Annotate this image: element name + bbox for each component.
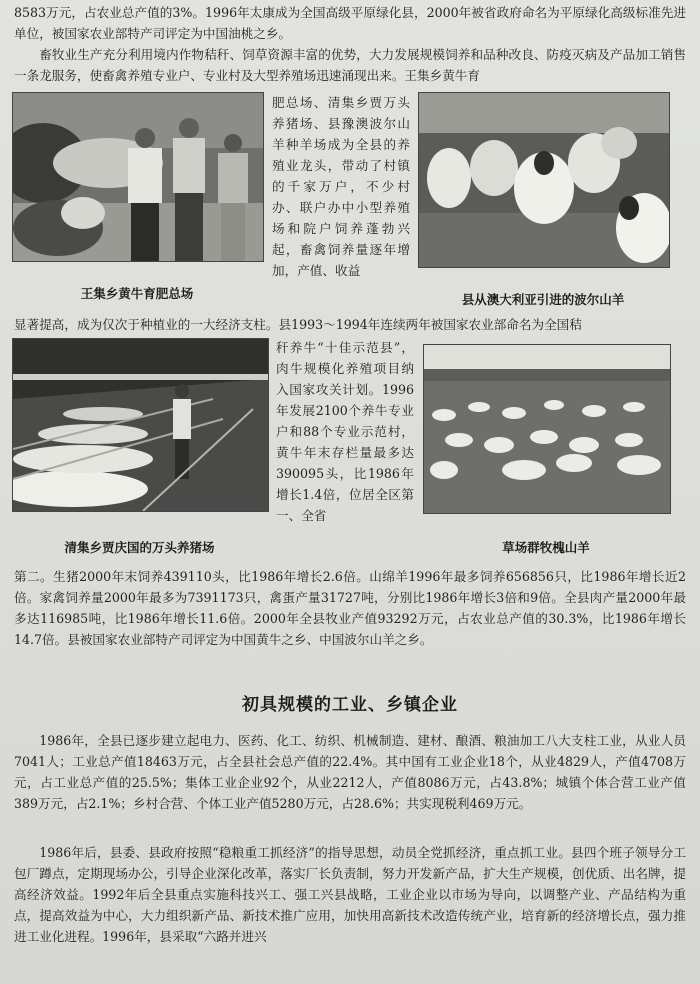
industry-paragraph-2: 1986年后，县委、县政府按照“稳粮重工抓经济”的指导思想，动员全党抓经济，重点抓工业。县四个班子领导分工包厂蹲点，定期现场办公，引导企业深化改革，落实厂长负责制，努力开发新产品，扩大生产规模，创优质、出名牌，提高经济效益。1992年后全县重点实施科技兴工、强工兴县战略，工业企业以市场为导向，以调整产业、产品结构为重点，提高效益为中心，大力组织新产品、新技术推广应用，加快用高新技术改造传统产业，培育新的经济增长点，强力推进工业化进程。1996年，县采取“六路并进兴 [14, 845, 686, 944]
livestock-intro: 畜牧业生产充分利用境内作物秸秆、饲草资源丰富的优势，大力发展规模饲养和品种改良、防疫灭病及产品加工销售一条龙服务，使畜禽养殖专业户、专业村及大型养殖场迅速涌现出来。王集乡黄牛育 [14, 47, 686, 83]
pig-farm-photo [12, 338, 269, 512]
photo1-caption: 王集乡黄牛育肥总场 [80, 286, 194, 301]
industry-paragraph-1: 1986年，全县已逐步建立起电力、医药、化工、纺织、机械制造、建材、酿酒、粮油加工八大支柱工业，从业人员7041人；工业总产值18463万元，占全县社会总产值的22.4%。其中国有工业企业18个，从业4829人，产值4708万元，占工业总产值的25.5%；集体工业企业92个，从业2212人，产值8086万元，占43.8%；城镇个体合营工业产值389万元，占2.1%；乡村合营、个体工业产值5280万元，占28.6%；共实现税利469万元。 [14, 733, 686, 811]
livestock-column-1: 肥总场、清集乡贾万头养猪场、县豫澳波尔山羊种羊场成为全县的养殖业龙头，带动了村镇的千家万户，不少村办、联户办中小型养殖场和院户饲养蓬勃兴起，畜禽饲养量逐年增加，产值、收益 [272, 95, 410, 278]
photo3-caption: 清集乡贾庆国的万头养猪场 [64, 540, 215, 555]
photo4-caption: 草场群牧槐山羊 [502, 540, 590, 555]
photo2-caption: 县从澳大利亚引进的波尔山羊 [461, 292, 625, 307]
top-paragraph: 8583万元，占农业总产值的3%。1996年太康成为全国高级平原绿化县，2000年被省政府命名为平原绿化高级标准先进单位，被国家农业部特产司评定为中国油桃之乡。 [14, 5, 686, 41]
cattle-farm-photo [12, 92, 264, 262]
livestock-full-2: 第二。生猪2000年末饲养439110头，比1986年增长2.6倍。山绵羊1996年最多饲养656856只，比1986年增长近2倍。家禽饲养量2000年最多为7391173只，禽蛋产量31727吨，分别比1986年增长3倍和9倍。全县肉产量2000年最多达116985吨，比1986年增长11.6倍。2000年全县牧业产值93292万元，占农业总产值的30.3%，比1986年增长14.7倍。县被国家农业部特产司评定为中国黄牛之乡、中国波尔山羊之乡。 [14, 569, 686, 647]
section-heading: 初具规模的工业、乡镇企业 [242, 695, 458, 715]
boer-goats-photo [418, 92, 670, 268]
livestock-full-1: 显著提高，成为仅次于种植业的一大经济支柱。县1993～1994年连续两年被国家农业部命名为全国秸 [14, 317, 582, 332]
livestock-column-2: 秆养牛“十佳示范县”，肉牛规模化养殖项目纳入国家攻关计划。1996年发展2100个养牛专业户和88个专业示范村，黄牛年末存栏量最多达390095头，比1986年增长1.4倍，位居全区第一、全省 [276, 340, 414, 523]
grazing-goats-photo [423, 344, 671, 514]
